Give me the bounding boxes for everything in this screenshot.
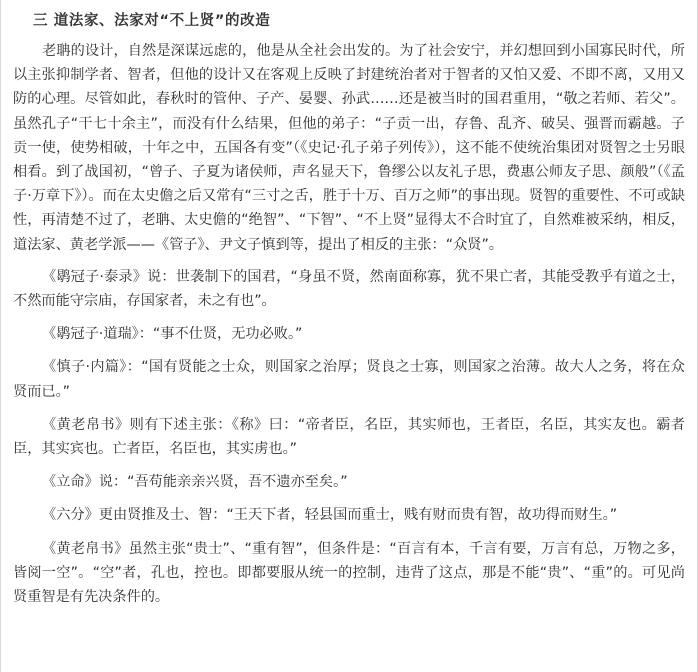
section-heading: 三 道法家、法家对“不上贤”的改造 xyxy=(33,13,271,29)
paragraph-heguanzi-tailu: 《鹖冠子·泰录》说：世袭制下的国君，“身虽不贤，然南面称寡，犹不果亡者，其能受教乎有道之士，不然而能守宗庙，存国家者，未之有也”。 xyxy=(13,268,685,310)
paragraph-laodan-design: 老聃的设计，自然是深谋远虑的，他是从全社会出发的。为了社会安宁，并幻想回到小国寡民时代，所以主张抑制学者、智者，但他的设计又在客观上反映了封建统治者对于智者的又怕又爱、不即不离，又用又防的心理。尽管如此，春秋时的管仲、子产、晏婴、孙武……还是被当时的国君重用，“敬之若师、若父”。虽然孔子“干七十余主”，而没有什么结果，但他的弟子：“子贡一出，存鲁、乱齐、破吴、强晋而霸越。子贡一使，使势相破，十年之中，五国各有变”（《史记·孔子弟子列传》），这不能不使统治集团对贤智之士另眼相看。到了战国初，“曾子、子夏为诸侯师，声名显天下，鲁缪公以友礼子思，费惠公师友子思、颜般”（《孟子·万章下》）。而在太史儋之后又常有“三寸之舌，胜于十万、百万之师”的事出现。贤智的重要性、不可或缺性，再清楚不过了，老聃、太史儋的“绝智”、“下智”、“不上贤”显得太不合时宜了，自然难被采纳，相反，道法家、黄老学派——《管子》、尹文子慎到等，提出了相反的主张：“众贤”。 xyxy=(13,43,685,253)
paragraph-liufen: 《六分》更由贤推及士、智：“王天下者，轻县国而重士，贱有财而贵有智，故功得而财生。” xyxy=(42,507,618,524)
paragraph-heguanzi-daorui: 《鹖冠子·道瑞》：“事不仕贤，无功必败。” xyxy=(42,326,303,343)
paragraph-liming: 《立命》说：“吾苟能亲亲兴贤，吾不遗亦至矣。” xyxy=(42,474,348,491)
paragraph-huanglao-cheng: 《黄老帛书》则有下述主张：《称》曰：“帝者臣，名臣，其实师也，王者臣，名臣，其实友也。霸者臣，其实宾也。亡者臣，名臣也，其实虏也。” xyxy=(13,416,685,458)
paragraph-shenzi-neipian: 《慎子·内篇》：“国有贤能之士众，则国家之治厚；贤良之士寡，则国家之治薄。故大人之务，将在众贤而已。” xyxy=(13,359,685,400)
paragraph-huanglao-conditions: 《黄老帛书》虽然主张“贵士”、“重有智”，但条件是：“百言有本，千言有要，万言有总，万物之多，皆阅一空”。“空”者，孔也，控也。即都要服从统一的控制，违背了这点，那是不能“贵”、“重”的。可见尚贤重智是有先决条件的。 xyxy=(13,540,685,606)
